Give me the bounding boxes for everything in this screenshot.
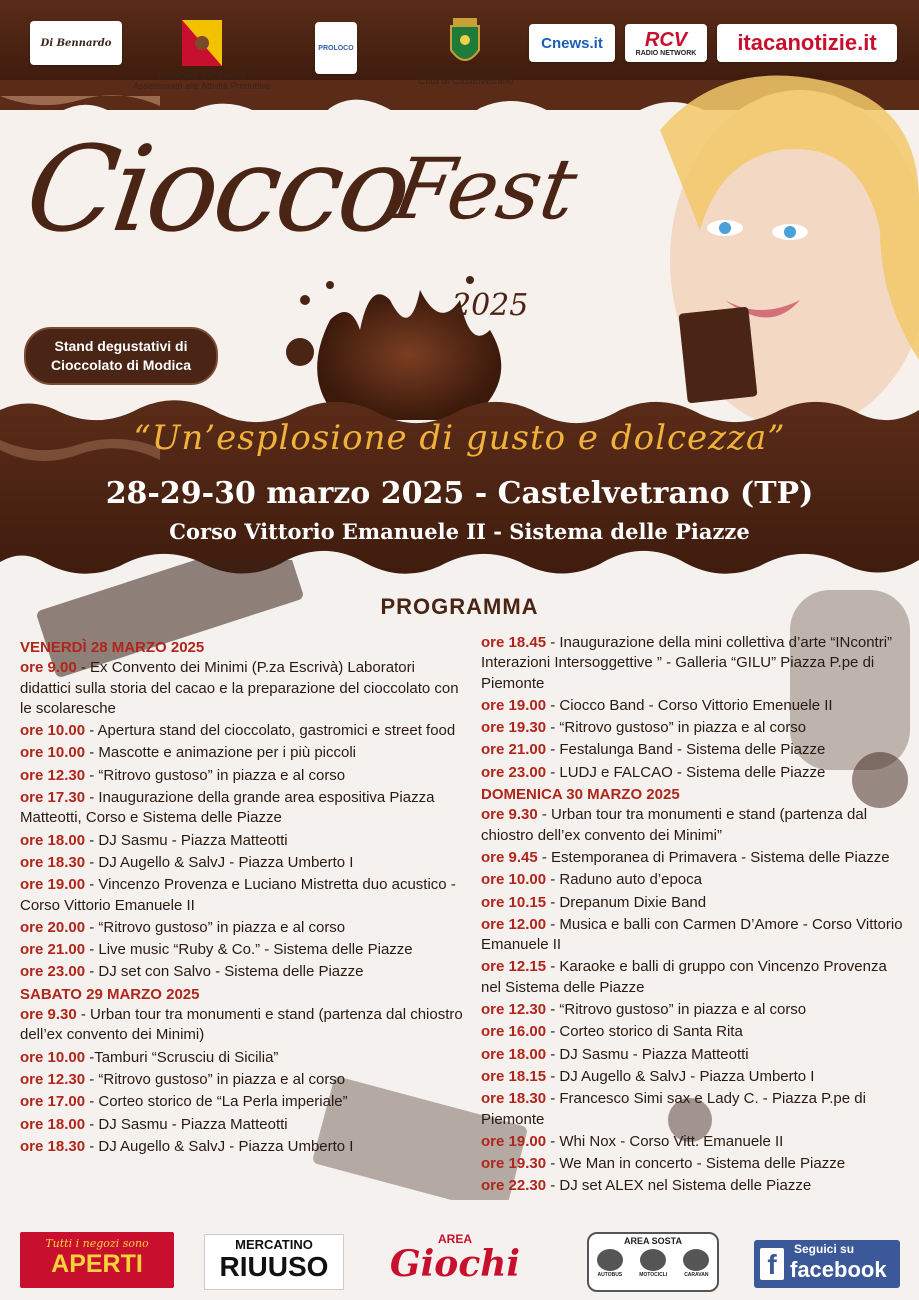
program-event-text: - Corteo storico di Santa Rita bbox=[546, 1023, 743, 1041]
citta-castelvetrano-crest bbox=[447, 16, 483, 70]
area-sosta-label-bus: AUTOBUS bbox=[597, 1272, 623, 1278]
program-event-time: ore 18.30 bbox=[20, 1137, 86, 1155]
program-event-time: ore 18.45 bbox=[481, 634, 547, 651]
program-event-text: - Inaugurazione della grande area espositiva Piazza Matteotti, Corso e Sistema delle Piazze bbox=[20, 789, 435, 827]
program-event bbox=[20, 721, 468, 741]
program-event-text: - Urban tour tra monumenti e stand (partenza dal chiostro dell’ex convento dei Minimi” bbox=[481, 806, 868, 844]
program-event-text: - Live music “Ruby & Co.” - Sistema delle Piazze bbox=[85, 941, 413, 959]
program-day-heading: SABATO 29 MARZO 2025 bbox=[20, 985, 200, 1003]
program-event-text: - LUDJ e FALCAO - Sistema delle Piazze bbox=[546, 763, 826, 781]
program-event-time: ore 22.30 bbox=[481, 1177, 547, 1195]
program-event-time: ore 19.00 bbox=[481, 1132, 547, 1150]
program-event-text: - DJ Sasmu - Piazza Matteotti bbox=[85, 831, 288, 849]
program-event bbox=[20, 766, 468, 786]
program-event bbox=[481, 740, 906, 760]
program-event-time: ore 18.30 bbox=[481, 1090, 547, 1108]
program-event-text: - Urban tour tra monumenti e stand (partenza dal chiostro dell’ex convento dei Minimi) bbox=[20, 1006, 463, 1044]
program-event-text: - Ciocco Band - Corso Vittorio Emenuele II bbox=[546, 696, 833, 714]
negozi-aperti-top: Tutti i negozi sono bbox=[45, 1237, 149, 1250]
program-event bbox=[481, 1000, 906, 1020]
program-event-text: - Vincenzo Provenza e Luciano Mistretta duo acustico - Corso Vittorio Emanuele II bbox=[20, 876, 456, 914]
program-event bbox=[481, 957, 906, 998]
program-event bbox=[20, 918, 468, 938]
title-fest: Fest bbox=[386, 140, 584, 238]
facebook-banner[interactable] bbox=[754, 1240, 900, 1288]
program-event bbox=[20, 1137, 468, 1157]
program-event-time: ore 9.30 bbox=[481, 806, 538, 824]
program-event-text: - Corteo storico de “La Perla imperiale” bbox=[85, 1093, 348, 1111]
program-event bbox=[20, 875, 468, 916]
program-event-time: ore 12.30 bbox=[20, 766, 86, 784]
program-event bbox=[481, 848, 906, 868]
negozi-aperti-banner bbox=[20, 1232, 174, 1288]
program-event-text: - Ex Convento dei Minimi (P.za Escrivà) Laboratori didattici sulla storia del cacao e la preparazione del cioccolato con le scolaresche bbox=[20, 659, 459, 717]
program-event bbox=[481, 915, 906, 956]
program-event-text: - DJ Augello & SalvJ - Piazza Umberto I bbox=[85, 853, 354, 871]
program-event-text: - Inaugurazione della mini collettiva d’arte “INcontri” Interazioni Intersoggettive ” - Galleria “GILU” Piazza P.pe di Piemonte bbox=[481, 634, 893, 692]
rcv-caption: RADIO NETWORK bbox=[635, 49, 697, 57]
program-event-text: - DJ Sasmu - Piazza Matteotti bbox=[85, 1115, 288, 1133]
program-event bbox=[481, 1022, 906, 1042]
stand-degustativi-badge bbox=[24, 327, 218, 385]
bus-icon bbox=[597, 1249, 623, 1271]
program-event-time: ore 9.30 bbox=[20, 1006, 77, 1024]
program-column-right bbox=[481, 633, 906, 1199]
area-giochi-logo bbox=[378, 1220, 532, 1292]
program-event-text: - Estemporanea di Primavera - Sistema delle Piazze bbox=[537, 848, 890, 866]
program-day-heading: VENERDÌ 28 MARZO 2025 bbox=[20, 639, 205, 656]
program-event-text: - Francesco Simi sax e Lady C. - Piazza P.pe di Piemonte bbox=[481, 1090, 866, 1128]
facebook-f-icon: f bbox=[760, 1248, 784, 1280]
program-event-time: ore 12.30 bbox=[481, 1001, 547, 1019]
program-event-time: ore 18.00 bbox=[481, 1045, 547, 1063]
program-event-time: ore 20.00 bbox=[20, 918, 86, 936]
program-event-time: ore 19.30 bbox=[481, 1155, 547, 1173]
program-event bbox=[20, 831, 468, 851]
motorcycle-icon bbox=[640, 1249, 666, 1271]
program-event-time: ore 19.30 bbox=[481, 719, 547, 737]
program-event-time: ore 12.00 bbox=[481, 915, 547, 933]
program-event bbox=[481, 633, 906, 694]
slogan: “Un’esplosione di gusto e dolcezza” bbox=[133, 418, 786, 458]
program-event bbox=[20, 1092, 468, 1112]
program-event-time: ore 12.30 bbox=[20, 1070, 86, 1088]
event-venue: Corso Vittorio Emanuele II - Sistema delle Piazze bbox=[169, 519, 750, 544]
stand-badge-text: Stand degustativi di Cioccolato di Modica bbox=[50, 338, 191, 373]
title-year: 2025 bbox=[452, 288, 529, 323]
area-sosta-label-caravan: CARAVAN bbox=[684, 1272, 709, 1278]
program-event bbox=[481, 893, 906, 913]
program-event bbox=[20, 788, 468, 829]
program-event-time: ore 18.00 bbox=[20, 831, 86, 849]
program-event-text: - Mascotte e animazione per i più piccoli bbox=[85, 744, 357, 762]
area-giochi-top: AREA bbox=[437, 1232, 472, 1246]
program-event-text: -Tamburi “Scrusciu di Sicilia” bbox=[85, 1048, 279, 1066]
regione-caption-2: Assessorato alle Attività Produttive bbox=[132, 81, 272, 91]
program-event-text: - “Ritrovo gustoso” in piazza e al corso bbox=[85, 1070, 346, 1088]
proloco-logo-text: PROLOCO bbox=[318, 44, 354, 52]
program-event bbox=[481, 1067, 906, 1087]
area-sosta-label-moto: MOTOCICLI bbox=[639, 1272, 668, 1278]
program-event bbox=[481, 805, 906, 846]
program-event bbox=[481, 1089, 906, 1130]
program-event bbox=[20, 1115, 468, 1135]
negozi-aperti-main: APERTI bbox=[51, 1250, 143, 1278]
program-event-text: - “Ritrovo gustoso” in piazza e al corso bbox=[546, 719, 807, 737]
program-event-time: ore 19.00 bbox=[481, 696, 547, 714]
program-event-text: - DJ set ALEX nel Sistema delle Piazze bbox=[546, 1177, 812, 1195]
regione-caption-1: REGIONE SICILIANA bbox=[157, 71, 247, 81]
cnews-logo: Cnews.it bbox=[529, 24, 615, 62]
program-event bbox=[20, 1005, 468, 1046]
area-sosta-panel bbox=[587, 1232, 719, 1292]
program-column-left bbox=[20, 636, 468, 1159]
programma-heading: PROGRAMMA bbox=[380, 594, 539, 619]
program-event-time: ore 17.30 bbox=[20, 789, 86, 807]
program-event-time: ore 10.00 bbox=[20, 1048, 86, 1066]
program-event-text: - DJ Augello & SalvJ - Piazza Umberto I bbox=[546, 1067, 815, 1085]
program-event-time: ore 18.00 bbox=[20, 1115, 86, 1133]
program-event-text: - Drepanum Dixie Band bbox=[546, 893, 707, 911]
program-event-text: - We Man in concerto - Sistema delle Piazze bbox=[546, 1155, 846, 1173]
program-event-text: - Whi Nox - Corso Vitt. Emanuele II bbox=[546, 1132, 784, 1150]
mercatino-riuso-logo bbox=[204, 1234, 344, 1290]
program-event-text: - Musica e balli con Carmen D’Amore - Corso Vittorio Emanuele II bbox=[481, 915, 903, 954]
program-event-text: - DJ Sasmu - Piazza Matteotti bbox=[546, 1045, 749, 1063]
program-event-time: ore 21.00 bbox=[20, 941, 86, 959]
program-event-time: ore 9.00 bbox=[20, 659, 77, 677]
mercatino-main: RIUUSO bbox=[219, 1251, 329, 1282]
citta-caption: Città di Castelvetrano bbox=[418, 76, 514, 87]
program-event-time: ore 18.30 bbox=[20, 853, 86, 871]
program-event-time: ore 23.00 bbox=[481, 763, 547, 781]
program-event-time: ore 21.00 bbox=[481, 741, 547, 759]
program-event bbox=[481, 718, 906, 738]
program-event-text: - Raduno auto d’epoca bbox=[546, 871, 702, 889]
program-event-time: ore 10.15 bbox=[481, 893, 547, 911]
program-event bbox=[481, 1132, 906, 1152]
program-event-time: ore 9.45 bbox=[481, 848, 538, 866]
program-event bbox=[481, 763, 906, 783]
program-event-text: - DJ set con Salvo - Sistema delle Piazze bbox=[85, 963, 364, 981]
program-event-time: ore 23.00 bbox=[20, 963, 86, 981]
program-event bbox=[20, 940, 468, 960]
program-day-heading: DOMENICA 30 MARZO 2025 bbox=[481, 786, 680, 804]
rcv-logo-text: RCV bbox=[644, 28, 688, 51]
program-event-text: - “Ritrovo gustoso” in piazza e al corso bbox=[85, 766, 346, 784]
program-event-time: ore 10.00 bbox=[20, 744, 86, 762]
program-event-time: ore 12.15 bbox=[481, 958, 547, 976]
program-event bbox=[481, 1045, 906, 1065]
program-event-text: - Festalunga Band - Sistema delle Piazze bbox=[546, 741, 826, 759]
proloco-logo bbox=[315, 22, 357, 74]
area-sosta-title: AREA SOSTA bbox=[623, 1236, 682, 1246]
program-event bbox=[481, 1154, 906, 1174]
program-event bbox=[20, 1048, 468, 1068]
program-event-text: - Karaoke e balli di gruppo con Vincenzo Provenza nel Sistema delle Piazze bbox=[481, 958, 887, 996]
area-giochi-main: Giochi bbox=[389, 1243, 521, 1285]
facebook-top: Seguici su bbox=[794, 1242, 855, 1256]
program-event bbox=[20, 853, 468, 873]
program-event bbox=[20, 1070, 468, 1090]
program-event-time: ore 19.00 bbox=[20, 876, 86, 894]
program-event bbox=[481, 870, 906, 890]
title-ciocco: Ciocco bbox=[18, 120, 416, 258]
program-event-time: ore 17.00 bbox=[20, 1093, 86, 1111]
program-event-time: ore 18.15 bbox=[481, 1067, 547, 1085]
program-event bbox=[20, 962, 468, 982]
program-event-text: - “Ritrovo gustoso” in piazza e al corso bbox=[85, 918, 346, 936]
program-event bbox=[481, 696, 906, 716]
regione-siciliana-logo bbox=[182, 20, 222, 66]
facebook-main: facebook bbox=[790, 1257, 887, 1282]
event-dates: 28-29-30 marzo 2025 - Castelvetrano (TP) bbox=[105, 476, 814, 511]
program-event-time: ore 16.00 bbox=[481, 1023, 547, 1041]
program-event-text: - “Ritrovo gustoso” in piazza e al corso bbox=[546, 1001, 807, 1019]
program-event bbox=[20, 658, 468, 719]
valvasone-logo: Di Bennardo bbox=[30, 21, 122, 65]
program-event bbox=[481, 1176, 906, 1196]
itacanotizie-logo: itacanotizie.it bbox=[717, 24, 897, 62]
program-event-text: - DJ Augello & SalvJ - Piazza Umberto I bbox=[85, 1137, 354, 1155]
program-event-time: ore 10.00 bbox=[20, 722, 86, 740]
program-event bbox=[20, 743, 468, 763]
caravan-icon bbox=[683, 1249, 709, 1271]
mercatino-top: MERCATINO bbox=[235, 1237, 313, 1252]
program-event-time: ore 10.00 bbox=[481, 871, 547, 889]
program-event-text: - Apertura stand del cioccolato, gastromici e street food bbox=[85, 722, 456, 740]
rcv-logo bbox=[625, 24, 707, 62]
